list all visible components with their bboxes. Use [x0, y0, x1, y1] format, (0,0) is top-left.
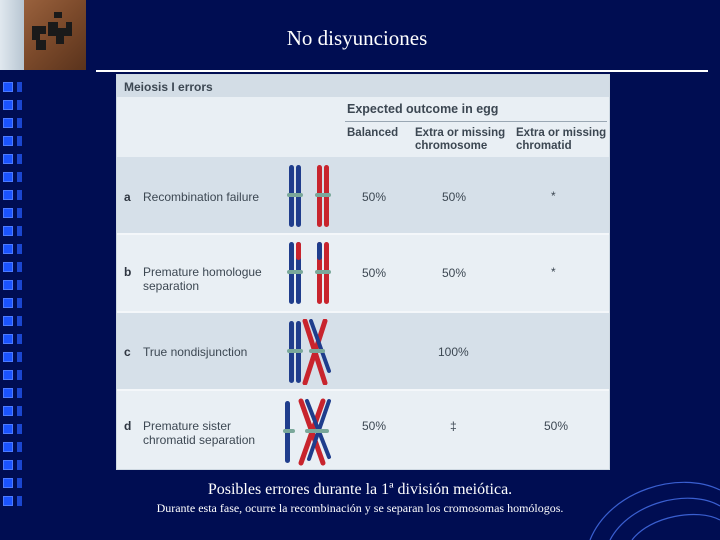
- chromosome-diagram-d: [281, 397, 337, 467]
- chromosome-diagram-c: [283, 319, 333, 385]
- row-true-nondisjunction: [117, 313, 609, 389]
- slide-title: No disyunciones: [286, 26, 428, 50]
- column-header-chromosome: Extra or missing chromosome: [415, 127, 506, 152]
- value-chromosome: 100%: [438, 345, 469, 359]
- value-balanced: 50%: [362, 190, 387, 204]
- chromosome-diagram-a: [283, 163, 333, 229]
- value-balanced: 50%: [362, 419, 387, 433]
- chromosome-diagram-b: [283, 240, 333, 306]
- meiosis-errors-figure: [116, 74, 610, 470]
- row-letter: d: [124, 419, 132, 433]
- row-label: Recombination failure: [143, 190, 260, 204]
- value-chromosome: 50%: [442, 190, 467, 204]
- figure-caption: Posibles errores durante la 1ª división meiótica.: [207, 481, 513, 498]
- expected-outcome-header: Expected outcome in egg: [347, 102, 499, 116]
- column-header-chromatid: Extra or missing chromatid: [516, 127, 607, 152]
- value-chromatid: *: [551, 189, 556, 203]
- value-chromosome: 50%: [442, 266, 467, 280]
- row-letter: b: [124, 265, 132, 279]
- column-header-balanced: Balanced: [347, 127, 399, 139]
- row-recombination-failure: [117, 157, 609, 233]
- row-premature-homologue-separation: [117, 235, 609, 311]
- decorative-square-stripe: [3, 82, 19, 522]
- expected-outcome-rule: [345, 121, 607, 122]
- decorative-swirl: [570, 450, 720, 540]
- row-label: Premature sister chromatid separation: [143, 419, 256, 447]
- row-letter: a: [124, 190, 131, 204]
- value-balanced: 50%: [362, 266, 387, 280]
- row-label: True nondisjunction: [143, 345, 248, 359]
- figure-header: Meiosis I errors: [124, 80, 213, 94]
- figure-subcaption: Durante esta fase, ocurre la recombinación y se separan los cromosomas homólogos.: [156, 501, 564, 515]
- row-letter: c: [124, 345, 131, 359]
- row-label: Premature homologue separation: [143, 265, 262, 293]
- title-underline: [96, 70, 708, 72]
- value-chromosome: ‡: [450, 419, 457, 433]
- value-chromatid: *: [551, 265, 556, 279]
- row-premature-sister-chromatid-separation: [117, 391, 609, 469]
- value-chromatid: 50%: [544, 419, 569, 433]
